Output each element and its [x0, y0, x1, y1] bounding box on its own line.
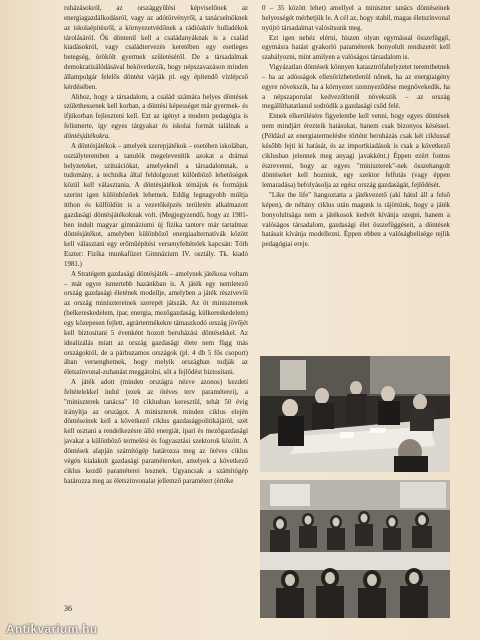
- paragraph: "Like the life" hangoztatta a játékvezető (aki hátul áll a felső képen), de néhány ciklus után magunk is rájöttünk, hogy a játék bonyolultsága nem a játékosok kedvét kívánja szegni, hanem a valóságos társadalom, gazdasági élet összefüggéseit, a döntések hatásait kívánja modellezni. Éppen ebben a valóságbelisége rejlik pedagógiai ereje.: [262, 191, 450, 249]
- emphasis-term: döntésjátékokra.: [64, 131, 111, 140]
- right-text-column: [262, 4, 450, 250]
- meeting-photo-image: [260, 356, 450, 472]
- page-number: 36: [64, 604, 72, 613]
- watermark-logo: Antikvarium.hu: [6, 622, 98, 636]
- audience-photo-image: [260, 480, 450, 618]
- audience-photo: [260, 480, 450, 618]
- paragraph: Ennek elkerülésére figyelembe kell venni, hogy egyes döntések nem mindjárt érezteik hatásukat, hanem csak bizonyos késéssel. (Például az energiatermelésbe történt beruházás csak két ciklussal később fejti ki hatását, és az importkiadások is csak a következő ciklusban jelennek meg anyagi javakként.) Éppen ezért fontos észrevenni, hogy az egyes "miniszterek"-nek összehangolt döntéseket kell hozniuk, egy szektor felfutás (vagy éppen lemaradása) befolyásolja az egész ország gazdaságát, fejlődését.: [262, 112, 450, 190]
- paragraph: A döntésjátékok – amelyek szerepjátékok – esetében iskolában, osztályteremben a tanulók megelevenítik azokat a drámai helyzeteket, szituációkat, amelyeknél a társadalomnak, a tudomány, a technika által feldolgozott különböző lehetőségek közül kell választania. A döntésjátékok témájuk és formájuk szerint igen különbözőek lehetnek. Eddig legnagyobb múltja itthon és külföldön is a vezetőképzés területén alkalmazott gazdasági döntésjátékoknak volt. (Megjegyzendő, hogy az 1981-ben indult magyar gimnáziumi új fizika tanterv már tartalmaz döntésjátékot, amelyben különböző energiaalternatívák között kell választani egy erőműépítési versenyfeltételek kapcsán: Tóth Eszter: Fizika munkafüzet Gimnázium IV. osztály. Tk. kiadó 1981.): [64, 141, 248, 268]
- paragraph: ruházásokról, az országgyűlési képviselőnek az energiagazdálkodásról, vagy az adótörvényről, a tanácselnöknek az iskolaépítésről, a környezetvédőnek a rádióaktív hulladékok tárolásáról. Ők döntenil kell a családanyáknak is a család kiadásokról, vagy családtervezés keretében egy esetleges betegség, örökölt gyermek születéséről. De a társadalmak demokratizálódásával bekövetkezik, hogy népszavazáson minden állampolgár felelős döntést várják pl. egy építendő vízlépcső kérdésében.: [64, 4, 248, 91]
- paragraph: A Stratégem gazdasági döntésjáték – amelynek játékosa voltam – már egyre ismertebb hazánkban is. A játék egy nemletező ország gazdasági életének modellje, amelyben a játék résztvevői az ország minisztereinek szerepét játszák. Az öt miniszternek (belkereskedelem, ipar, energia, mezőgazdaság, külkereskedelem) egy közepesen fejlett, agrártermékekre támaszkodó ország jövőjét kell biztosítani 5 évenként hozott beruházási döntésekkel. Az idealizálás miatt az ország gazdasági élete nem függ más országoktól, de a párhuzamos országok (pl. 4 db 5 fős csoport) ában versenghetnek, hogy melyik országban tudják az életszínvonal-zuhanást meggátolni, sőt a fejlődést biztosítani.: [64, 269, 248, 377]
- meeting-photo: [260, 356, 450, 472]
- paragraph: Ezt igen nehéz elérni, hiszen olyan egymással összefüggő, egymásra hatást gyakorló paraméterek bonyolult rendszerét kell szabályozni, mint amilyen a valóságos társadalom is.: [262, 33, 450, 62]
- left-text-column: [64, 4, 248, 486]
- paragraph: A játék adott (minden országra nézve azonos) kezdeti feltételekkel indul (ezek az ötéves terv paraméterei), a "miniszterek tanácsa" 10 ciklusban keresztül, tehát 50 évig irányítja az országot. A miniszterek minden ciklus elején döntéseinek kell a következő ciklus gazdaságpolitikájáról, szét kell osztani a rendelkezésre álló energiát, ipari és mezőgazdasági javakat a különböző termelési és fogyasztási szektorok között. A döntések alapján számítógép határozza meg az ötéves ciklus végén kialakult gazdasági paramétereket, amelyek a következő ciklus kezdő paraméterei lesznek. Ugyancsak a számítógép határozza meg az életszínvonalat jellemző paramétert (értéke: [64, 378, 248, 485]
- paragraph: 0 – 35 között lehet) amellyel a miniszter tanács döntéseinek helyességét mérhetjük le. A cél az, hogy stabil, magas életszínvonal nyújtó társadalmat valósítsunk meg.: [262, 4, 450, 32]
- paragraph: Vigyázatlan döntések könnyen katasztrófahelyzetet teremthetnek – ha az adósságok ellenőrizhetetlenül nőnek, ha az energiaigény egyre növekszik, ha a környezet szennyeződése megnövekedik, ha a népszaporulat kedvezőtlenül növekszik – az ország megállíthatatlanul sodródik a gazdasági csőd felé.: [262, 63, 450, 111]
- paragraph: Ahhoz, hogy a társadalom, a család számára helyes döntések születhessenek kell korban, a döntési képességet már gyermek- és ifjúkorban fejleszteni kell. Ezt az igényt a modern pedagógia is felismerte, így egyes tárgyakat és iskolai formát találnak a döntésjátékokra.: [64, 92, 248, 140]
